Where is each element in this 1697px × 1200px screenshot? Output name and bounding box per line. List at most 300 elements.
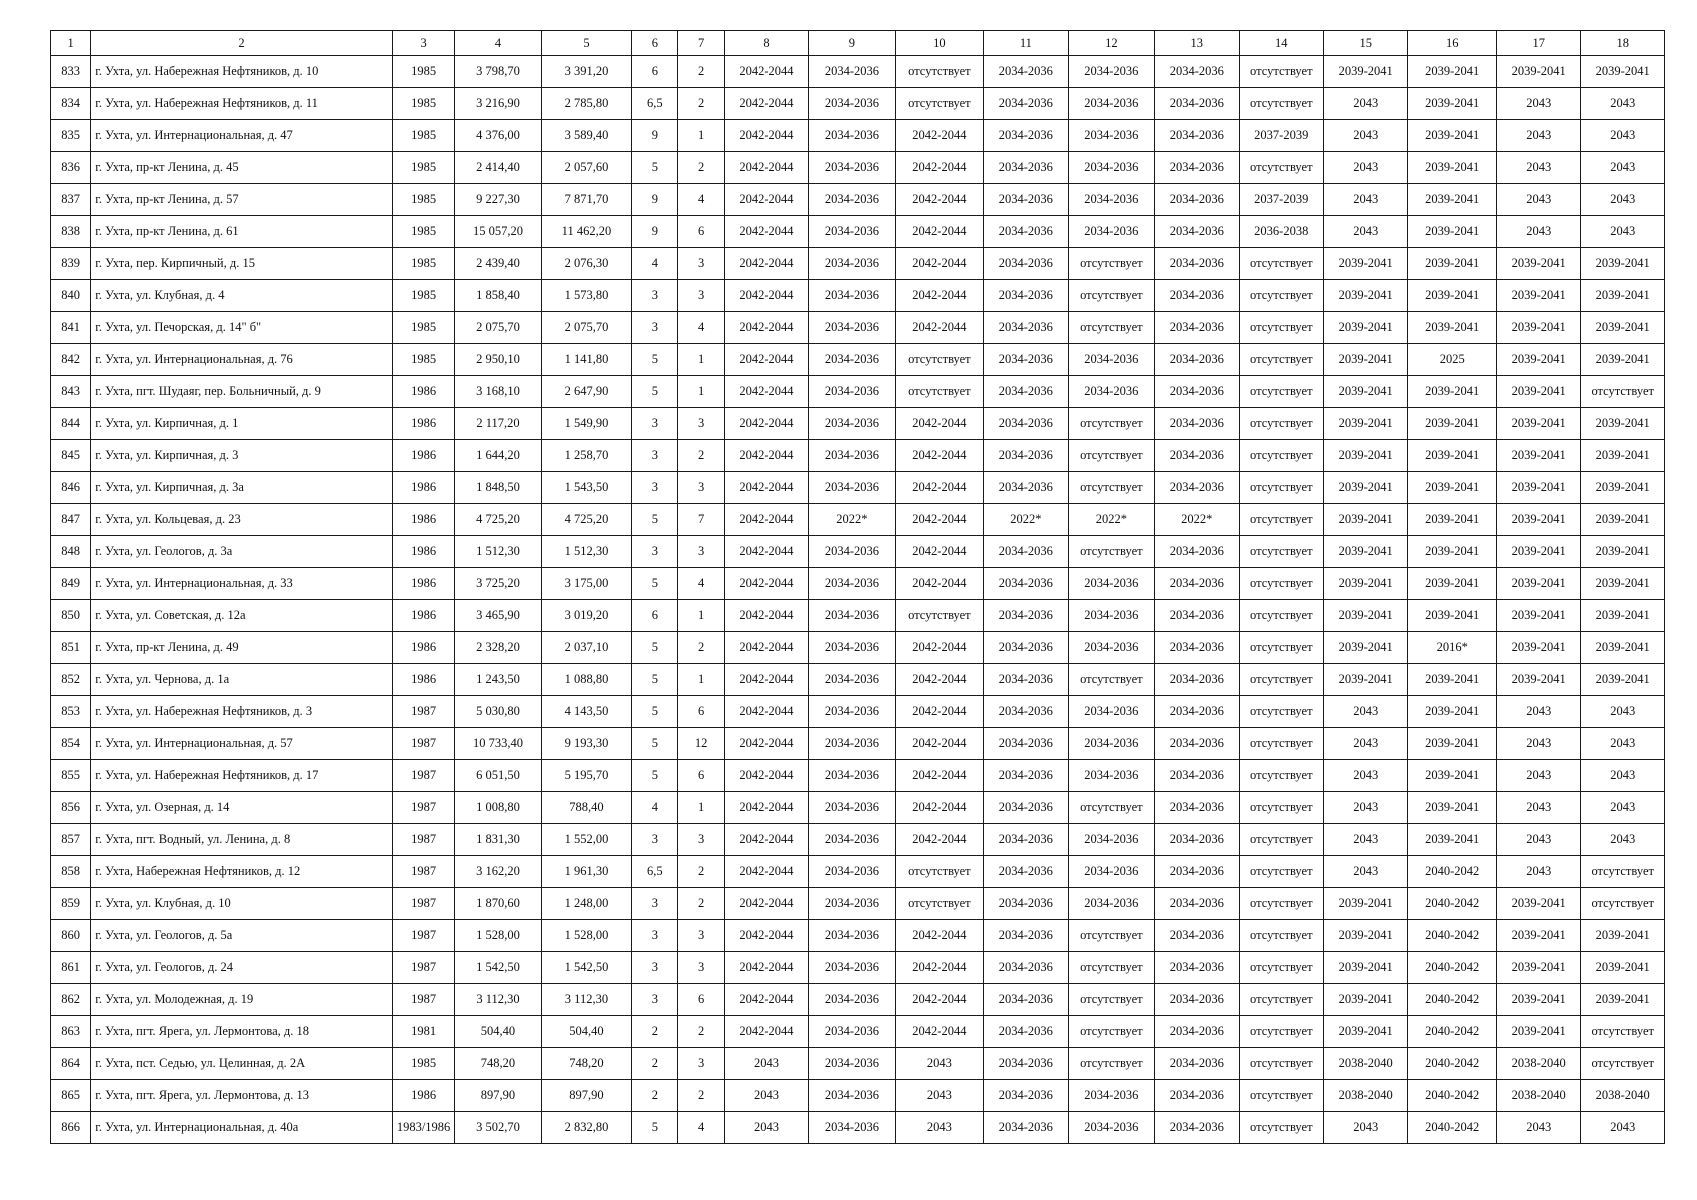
- table-cell: отсутствует: [1239, 600, 1323, 632]
- table-cell: 2034-2036: [984, 952, 1068, 984]
- table-cell: 2042-2044: [895, 536, 983, 568]
- table-cell: 1: [678, 600, 724, 632]
- table-cell: 2039-2041: [1581, 920, 1665, 952]
- table-cell: отсутствует: [1239, 472, 1323, 504]
- table-cell: 2016*: [1408, 632, 1496, 664]
- table-cell: 2039-2041: [1581, 952, 1665, 984]
- table-cell: 2043: [895, 1112, 983, 1144]
- table-cell: 2034-2036: [1155, 696, 1239, 728]
- table-cell: 2034-2036: [809, 152, 895, 184]
- table-cell: 2043: [1496, 152, 1580, 184]
- table-cell: 2034-2036: [1068, 184, 1154, 216]
- table-cell: 2042-2044: [724, 344, 808, 376]
- table-cell: 3: [678, 536, 724, 568]
- table-cell: 4: [678, 312, 724, 344]
- table-cell: 2039-2041: [1324, 568, 1408, 600]
- table-cell: 1985: [392, 1048, 454, 1080]
- address-cell: г. Ухта, ул. Клубная, д. 4: [91, 280, 393, 312]
- table-cell: 2043: [1581, 184, 1665, 216]
- row-number-cell: 863: [51, 1016, 91, 1048]
- table-cell: 2034-2036: [984, 1016, 1068, 1048]
- address-cell: г. Ухта, пгт. Водный, ул. Ленина, д. 8: [91, 824, 393, 856]
- table-cell: 2039-2041: [1496, 440, 1580, 472]
- table-cell: 2039-2041: [1408, 120, 1496, 152]
- table-cell: 3 112,30: [455, 984, 541, 1016]
- address-cell: г. Ухта, пр-кт Ленина, д. 45: [91, 152, 393, 184]
- table-cell: 2034-2036: [1155, 56, 1239, 88]
- table-cell: 2034-2036: [1068, 56, 1154, 88]
- table-cell: 3: [632, 312, 678, 344]
- table-cell: 1987: [392, 920, 454, 952]
- table-cell: 2034-2036: [1155, 536, 1239, 568]
- table-cell: 2042-2044: [895, 504, 983, 536]
- table-cell: 2034-2036: [984, 632, 1068, 664]
- table-cell: 2039-2041: [1581, 312, 1665, 344]
- table-cell: 2034-2036: [1068, 216, 1154, 248]
- table-cell: 2042-2044: [724, 760, 808, 792]
- address-cell: г. Ухта, ул. Интернациональная, д. 76: [91, 344, 393, 376]
- table-row: [51, 696, 1665, 728]
- table-cell: 2034-2036: [984, 88, 1068, 120]
- table-cell: 5: [632, 696, 678, 728]
- table-cell: 2022*: [809, 504, 895, 536]
- table-cell: 2034-2036: [809, 728, 895, 760]
- table-cell: 2043: [895, 1048, 983, 1080]
- table-cell: 2039-2041: [1408, 600, 1496, 632]
- table-cell: 2039-2041: [1324, 472, 1408, 504]
- row-number-cell: 840: [51, 280, 91, 312]
- table-cell: 6: [678, 696, 724, 728]
- table-cell: 2039-2041: [1581, 344, 1665, 376]
- table-cell: 3: [678, 248, 724, 280]
- table-cell: 1987: [392, 888, 454, 920]
- table-cell: 2034-2036: [1155, 984, 1239, 1016]
- table-cell: 2034-2036: [1155, 632, 1239, 664]
- table-cell: 2038-2040: [1496, 1048, 1580, 1080]
- table-cell: 2034-2036: [984, 600, 1068, 632]
- table-cell: 1 243,50: [455, 664, 541, 696]
- table-cell: 2042-2044: [724, 728, 808, 760]
- table-cell: 2034-2036: [1155, 728, 1239, 760]
- table-cell: 2039-2041: [1324, 312, 1408, 344]
- table-row: [51, 1048, 1665, 1080]
- table-cell: 2034-2036: [984, 536, 1068, 568]
- address-cell: г. Ухта, ул. Молодежная, д. 19: [91, 984, 393, 1016]
- table-cell: 2040-2042: [1408, 920, 1496, 952]
- table-cell: 2043: [1324, 1112, 1408, 1144]
- table-cell: 2039-2041: [1324, 952, 1408, 984]
- column-header-12: 12: [1068, 31, 1154, 56]
- table-cell: 6: [678, 216, 724, 248]
- table-cell: 2042-2044: [724, 120, 808, 152]
- table-cell: 2034-2036: [809, 344, 895, 376]
- table-cell: 2039-2041: [1408, 472, 1496, 504]
- table-cell: 1 644,20: [455, 440, 541, 472]
- table-cell: 2034-2036: [1155, 888, 1239, 920]
- table-cell: 1: [678, 344, 724, 376]
- table-cell: 3 168,10: [455, 376, 541, 408]
- table-cell: 2042-2044: [724, 952, 808, 984]
- table-cell: 748,20: [541, 1048, 632, 1080]
- table-cell: отсутствует: [1239, 632, 1323, 664]
- table-cell: 1987: [392, 984, 454, 1016]
- table-cell: 2040-2042: [1408, 888, 1496, 920]
- table-cell: 2 075,70: [541, 312, 632, 344]
- table-cell: отсутствует: [895, 600, 983, 632]
- table-cell: отсутствует: [1068, 440, 1154, 472]
- table-cell: 2034-2036: [984, 1112, 1068, 1144]
- table-cell: 2: [678, 856, 724, 888]
- table-cell: 1987: [392, 856, 454, 888]
- table-cell: 1985: [392, 152, 454, 184]
- table-cell: отсутствует: [1239, 1048, 1323, 1080]
- table-cell: 2042-2044: [724, 184, 808, 216]
- table-row: [51, 344, 1665, 376]
- table-cell: 2034-2036: [984, 280, 1068, 312]
- table-cell: 2: [678, 152, 724, 184]
- table-cell: 2 647,90: [541, 376, 632, 408]
- table-cell: 2034-2036: [809, 1080, 895, 1112]
- table-cell: 2034-2036: [984, 1080, 1068, 1112]
- table-cell: 2042-2044: [895, 1016, 983, 1048]
- table-cell: 2034-2036: [984, 376, 1068, 408]
- table-cell: 748,20: [455, 1048, 541, 1080]
- table-cell: 5: [632, 728, 678, 760]
- table-cell: 2034-2036: [984, 824, 1068, 856]
- table-cell: 2034-2036: [984, 856, 1068, 888]
- table-cell: 2034-2036: [1155, 600, 1239, 632]
- table-cell: 2039-2041: [1408, 792, 1496, 824]
- table-cell: отсутствует: [1239, 152, 1323, 184]
- table-cell: 11 462,20: [541, 216, 632, 248]
- table-cell: 2043: [1581, 696, 1665, 728]
- table-cell: 2034-2036: [809, 280, 895, 312]
- table-cell: 2037-2039: [1239, 184, 1323, 216]
- table-row: [51, 632, 1665, 664]
- table-cell: 1985: [392, 344, 454, 376]
- table-cell: 2039-2041: [1496, 984, 1580, 1016]
- table-cell: 2039-2041: [1496, 408, 1580, 440]
- address-cell: г. Ухта, ул. Набережная Нефтяников, д. 10: [91, 56, 393, 88]
- table-cell: 9: [632, 216, 678, 248]
- address-cell: г. Ухта, ул. Кирпичная, д. 3: [91, 440, 393, 472]
- table-cell: 897,90: [541, 1080, 632, 1112]
- table-cell: 2039-2041: [1496, 56, 1580, 88]
- address-cell: г. Ухта, ул. Кирпичная, д. 3а: [91, 472, 393, 504]
- address-cell: г. Ухта, ул. Геологов, д. 24: [91, 952, 393, 984]
- table-cell: 1981: [392, 1016, 454, 1048]
- table-cell: 2034-2036: [1155, 1112, 1239, 1144]
- table-row: [51, 536, 1665, 568]
- table-cell: 1986: [392, 472, 454, 504]
- table-cell: 2040-2042: [1408, 1016, 1496, 1048]
- table-cell: отсутствует: [1239, 248, 1323, 280]
- table-row: [51, 408, 1665, 440]
- table-cell: 2: [678, 1016, 724, 1048]
- table-cell: 2034-2036: [984, 408, 1068, 440]
- table-cell: 2034-2036: [1155, 760, 1239, 792]
- address-cell: г. Ухта, ул. Кирпичная, д. 1: [91, 408, 393, 440]
- table-cell: 3: [632, 952, 678, 984]
- table-cell: отсутствует: [1239, 952, 1323, 984]
- table-cell: 2034-2036: [984, 696, 1068, 728]
- table-cell: 2042-2044: [895, 248, 983, 280]
- table-cell: отсутствует: [1239, 1080, 1323, 1112]
- table-cell: отсутствует: [1239, 280, 1323, 312]
- table-cell: 2042-2044: [724, 312, 808, 344]
- table-cell: 2039-2041: [1408, 280, 1496, 312]
- table-cell: 2034-2036: [1068, 88, 1154, 120]
- table-cell: отсутствует: [1068, 408, 1154, 440]
- row-number-cell: 856: [51, 792, 91, 824]
- table-cell: 2034-2036: [1068, 888, 1154, 920]
- table-row: [51, 1112, 1665, 1144]
- table-cell: 2034-2036: [1068, 376, 1154, 408]
- table-cell: 2034-2036: [1068, 760, 1154, 792]
- table-row: [51, 664, 1665, 696]
- table-cell: 2042-2044: [724, 216, 808, 248]
- table-cell: 9: [632, 184, 678, 216]
- table-cell: 2043: [724, 1080, 808, 1112]
- table-cell: 1 528,00: [455, 920, 541, 952]
- table-cell: 2034-2036: [809, 824, 895, 856]
- table-cell: 1 870,60: [455, 888, 541, 920]
- row-number-cell: 866: [51, 1112, 91, 1144]
- header-row: [51, 31, 1665, 56]
- table-cell: 2034-2036: [1068, 1112, 1154, 1144]
- table-cell: 2: [678, 440, 724, 472]
- table-cell: 2039-2041: [1408, 312, 1496, 344]
- table-cell: 1 573,80: [541, 280, 632, 312]
- table-cell: 3: [632, 280, 678, 312]
- table-cell: 1987: [392, 728, 454, 760]
- table-cell: 2034-2036: [809, 632, 895, 664]
- table-cell: 1 248,00: [541, 888, 632, 920]
- table-cell: 2034-2036: [809, 120, 895, 152]
- table-cell: 1 552,00: [541, 824, 632, 856]
- row-number-cell: 844: [51, 408, 91, 440]
- table-row: [51, 792, 1665, 824]
- table-cell: 2040-2042: [1408, 984, 1496, 1016]
- table-cell: 2039-2041: [1408, 536, 1496, 568]
- table-cell: 1: [678, 120, 724, 152]
- table-cell: 2043: [1324, 184, 1408, 216]
- table-cell: 3: [632, 984, 678, 1016]
- table-cell: отсутствует: [1581, 856, 1665, 888]
- table-cell: 2034-2036: [809, 888, 895, 920]
- table-cell: 2034-2036: [809, 440, 895, 472]
- table-cell: 2022*: [1155, 504, 1239, 536]
- table-cell: 2038-2040: [1324, 1080, 1408, 1112]
- table-cell: 1 512,30: [455, 536, 541, 568]
- address-cell: г. Ухта, ул. Интернациональная, д. 57: [91, 728, 393, 760]
- table-cell: 3 162,20: [455, 856, 541, 888]
- table-cell: 6: [678, 760, 724, 792]
- row-number-cell: 858: [51, 856, 91, 888]
- table-cell: 2034-2036: [809, 1112, 895, 1144]
- table-cell: 1986: [392, 440, 454, 472]
- table-cell: 2034-2036: [1068, 856, 1154, 888]
- table-cell: 2043: [1496, 120, 1580, 152]
- table-cell: 2043: [1324, 120, 1408, 152]
- table-cell: 5: [632, 1112, 678, 1144]
- table-cell: 3 502,70: [455, 1112, 541, 1144]
- table-cell: 2042-2044: [724, 984, 808, 1016]
- row-number-cell: 850: [51, 600, 91, 632]
- table-cell: отсутствует: [1068, 472, 1154, 504]
- table-cell: 2034-2036: [809, 792, 895, 824]
- table-cell: 2039-2041: [1496, 568, 1580, 600]
- table-cell: 9 227,30: [455, 184, 541, 216]
- table-cell: 2034-2036: [1155, 920, 1239, 952]
- table-cell: 2034-2036: [1155, 856, 1239, 888]
- table-cell: 1987: [392, 952, 454, 984]
- table-cell: 3: [632, 472, 678, 504]
- table-cell: 2: [678, 56, 724, 88]
- table-cell: отсутствует: [1068, 248, 1154, 280]
- address-cell: г. Ухта, Набережная Нефтяников, д. 12: [91, 856, 393, 888]
- table-cell: отсутствует: [1068, 312, 1154, 344]
- table-cell: 2034-2036: [1155, 344, 1239, 376]
- table-cell: 2 057,60: [541, 152, 632, 184]
- table-row: [51, 248, 1665, 280]
- table-cell: 2034-2036: [1155, 216, 1239, 248]
- table-cell: 6: [632, 56, 678, 88]
- table-row: [51, 728, 1665, 760]
- table-cell: 2039-2041: [1496, 504, 1580, 536]
- table-cell: 1985: [392, 184, 454, 216]
- table-cell: 2039-2041: [1581, 984, 1665, 1016]
- table-cell: 1986: [392, 536, 454, 568]
- table-cell: отсутствует: [1239, 792, 1323, 824]
- table-cell: 2034-2036: [809, 536, 895, 568]
- address-cell: г. Ухта, ул. Советская, д. 12а: [91, 600, 393, 632]
- table-cell: 2022*: [984, 504, 1068, 536]
- table-cell: 2 832,80: [541, 1112, 632, 1144]
- row-number-cell: 865: [51, 1080, 91, 1112]
- table-cell: 2034-2036: [1155, 1016, 1239, 1048]
- table-cell: 2042-2044: [895, 632, 983, 664]
- column-header-8: 8: [724, 31, 808, 56]
- table-cell: 2043: [1496, 824, 1580, 856]
- table-cell: 2039-2041: [1581, 408, 1665, 440]
- table-cell: 2034-2036: [1068, 344, 1154, 376]
- table-cell: 4: [678, 184, 724, 216]
- table-cell: отсутствует: [1581, 888, 1665, 920]
- table-cell: отсутствует: [1239, 440, 1323, 472]
- table-cell: 2034-2036: [1155, 664, 1239, 696]
- address-cell: г. Ухта, ул. Клубная, д. 10: [91, 888, 393, 920]
- table-cell: 2042-2044: [895, 696, 983, 728]
- table-cell: 2: [678, 1080, 724, 1112]
- table-cell: 1 512,30: [541, 536, 632, 568]
- table-cell: 1 543,50: [541, 472, 632, 504]
- table-cell: 2042-2044: [724, 568, 808, 600]
- table-cell: 2039-2041: [1496, 952, 1580, 984]
- table-cell: 2042-2044: [895, 824, 983, 856]
- table-cell: отсутствует: [1239, 728, 1323, 760]
- table-cell: 2042-2044: [724, 696, 808, 728]
- table-cell: 2039-2041: [1581, 248, 1665, 280]
- table-row: [51, 568, 1665, 600]
- column-header-10: 10: [895, 31, 983, 56]
- table-cell: 2040-2042: [1408, 856, 1496, 888]
- table-cell: 2 414,40: [455, 152, 541, 184]
- table-cell: 2039-2041: [1408, 664, 1496, 696]
- table-cell: 2039-2041: [1496, 472, 1580, 504]
- table-cell: 3 216,90: [455, 88, 541, 120]
- table-cell: 1985: [392, 312, 454, 344]
- table-cell: 1986: [392, 376, 454, 408]
- table-cell: 2042-2044: [895, 184, 983, 216]
- table-cell: отсутствует: [1239, 1112, 1323, 1144]
- table-cell: отсутствует: [895, 56, 983, 88]
- table-cell: 1986: [392, 504, 454, 536]
- table-row: [51, 120, 1665, 152]
- table-row: [51, 856, 1665, 888]
- row-number-cell: 839: [51, 248, 91, 280]
- table-cell: 4: [632, 792, 678, 824]
- table-cell: 2042-2044: [895, 760, 983, 792]
- table-cell: 2039-2041: [1581, 472, 1665, 504]
- table-cell: 2034-2036: [809, 312, 895, 344]
- row-number-cell: 851: [51, 632, 91, 664]
- table-cell: 2034-2036: [809, 1048, 895, 1080]
- table-cell: 2038-2040: [1581, 1080, 1665, 1112]
- table-row: [51, 312, 1665, 344]
- table-cell: 4: [678, 1112, 724, 1144]
- table-cell: 2034-2036: [984, 1048, 1068, 1080]
- table-cell: 2040-2042: [1408, 1080, 1496, 1112]
- address-cell: г. Ухта, пр-кт Ленина, д. 49: [91, 632, 393, 664]
- table-row: [51, 88, 1665, 120]
- table-cell: 2039-2041: [1408, 376, 1496, 408]
- table-cell: 2034-2036: [1155, 472, 1239, 504]
- table-cell: отсутствует: [1239, 1016, 1323, 1048]
- table-cell: 2034-2036: [1068, 568, 1154, 600]
- table-cell: отсутствует: [1239, 824, 1323, 856]
- table-cell: 2039-2041: [1324, 888, 1408, 920]
- row-number-cell: 861: [51, 952, 91, 984]
- table-cell: 2039-2041: [1581, 504, 1665, 536]
- table-cell: 2039-2041: [1324, 1016, 1408, 1048]
- column-header-1: 1: [51, 31, 91, 56]
- table-cell: отсутствует: [1068, 1016, 1154, 1048]
- table-row: [51, 472, 1665, 504]
- table-row: [51, 920, 1665, 952]
- table-cell: 3: [632, 536, 678, 568]
- table-cell: 2039-2041: [1408, 504, 1496, 536]
- row-number-cell: 834: [51, 88, 91, 120]
- column-header-5: 5: [541, 31, 632, 56]
- table-cell: 2034-2036: [809, 600, 895, 632]
- table-cell: 1983/1986: [392, 1112, 454, 1144]
- table-cell: 2042-2044: [724, 504, 808, 536]
- table-cell: 2034-2036: [1155, 88, 1239, 120]
- table-cell: 2034-2036: [1155, 792, 1239, 824]
- table-cell: 2043: [1581, 792, 1665, 824]
- address-cell: г. Ухта, пр-кт Ленина, д. 57: [91, 184, 393, 216]
- address-cell: г. Ухта, ул. Набережная Нефтяников, д. 17: [91, 760, 393, 792]
- table-cell: 5: [632, 344, 678, 376]
- table-cell: 3: [632, 920, 678, 952]
- address-cell: г. Ухта, ул. Набережная Нефтяников, д. 3: [91, 696, 393, 728]
- table-cell: 1 258,70: [541, 440, 632, 472]
- table-cell: 2034-2036: [809, 568, 895, 600]
- table-cell: 2043: [1581, 120, 1665, 152]
- table-cell: 4 725,20: [541, 504, 632, 536]
- table-cell: 2042-2044: [724, 920, 808, 952]
